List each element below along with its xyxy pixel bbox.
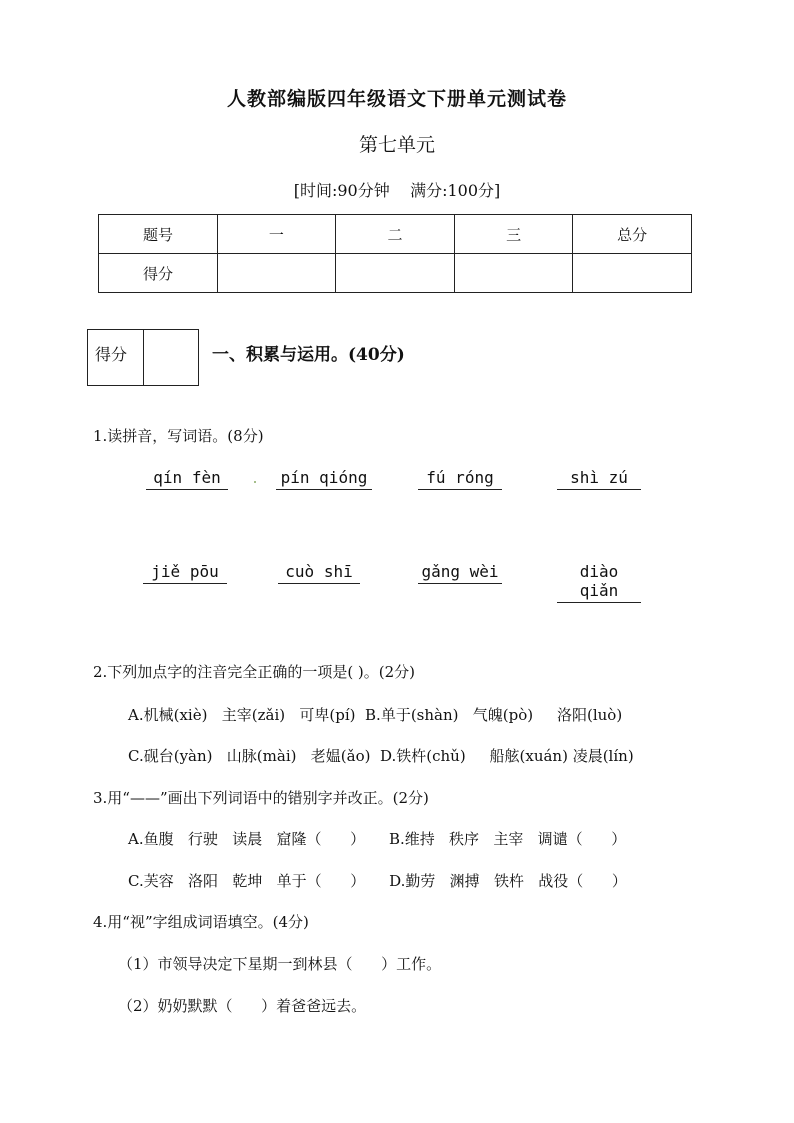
score-header-cell: 总分 <box>573 215 692 254</box>
score-cell <box>336 254 455 293</box>
section-score-label: 得分 <box>88 330 144 385</box>
score-table-score-row <box>99 254 692 293</box>
question-4-prompt: 4.用“视”字组成词语填空。(4分) <box>93 913 309 931</box>
question-2-options-ab: A.机械(xiè) 主宰(zǎi) 可卑(pí) B.单于(shàn) 气魄(pò) 洛阳(luò) <box>128 706 623 724</box>
section-title: 一、积累与运用。(40分) <box>212 345 405 365</box>
pinyin-blank: jiě pōu <box>143 562 227 584</box>
question-4-item-1: （1）市领导决定下星期一到林县（ ）工作。 <box>118 955 442 973</box>
pinyin-blank: cuò shī <box>278 562 360 584</box>
score-header-cell: 二 <box>336 215 455 254</box>
stray-dot <box>254 481 256 483</box>
question-3-prompt: 3.用“——”画出下列词语中的错别字并改正。(2分) <box>93 789 429 807</box>
question-3-options-ab: A.鱼腹 行驶 读晨 窟隆（ ） B.维持 秩序 主宰 调谴（ ） <box>128 830 627 848</box>
score-table <box>98 214 692 293</box>
pinyin-blank: diào qiǎn <box>557 562 641 603</box>
score-header-cell: 一 <box>217 215 336 254</box>
question-3-options-cd: C.芙容 洛阳 乾坤 单于（ ） D.勤劳 渊搏 铁杵 战役（ ） <box>128 872 627 890</box>
pinyin-blank: shì zú <box>557 468 641 490</box>
unit-title: 第七单元 <box>358 134 435 156</box>
score-cell <box>573 254 692 293</box>
score-cell <box>454 254 573 293</box>
score-table-header-row <box>99 215 692 254</box>
pinyin-blank: gǎng wèi <box>418 562 502 584</box>
pinyin-blank: qín fèn <box>146 468 228 490</box>
question-2-prompt: 2.下列加点字的注音完全正确的一项是( )。(2分) <box>93 663 416 681</box>
section-score-box <box>87 329 199 386</box>
page-title: 人教部编版四年级语文下册单元测试卷 <box>226 88 567 110</box>
question-1-prompt: 1.读拼音，写词语。(8分) <box>93 427 264 445</box>
score-cell <box>217 254 336 293</box>
score-header-cell: 三 <box>454 215 573 254</box>
question-4-item-2: （2）奶奶默默（ ）着爸爸远去。 <box>118 997 367 1015</box>
pinyin-blank: pín qióng <box>276 468 372 490</box>
question-2-options-cd: C.砚台(yàn) 山脉(mài) 老媪(ǎo) D.铁杵(chǔ) 船舷(xuán) 凌晨(lín) <box>128 747 634 765</box>
exam-meta: [时间:90分钟 满分:100分] <box>293 181 501 200</box>
pinyin-blank: fú róng <box>418 468 502 490</box>
score-header-cell: 题号 <box>99 215 218 254</box>
score-row-label: 得分 <box>99 254 218 293</box>
